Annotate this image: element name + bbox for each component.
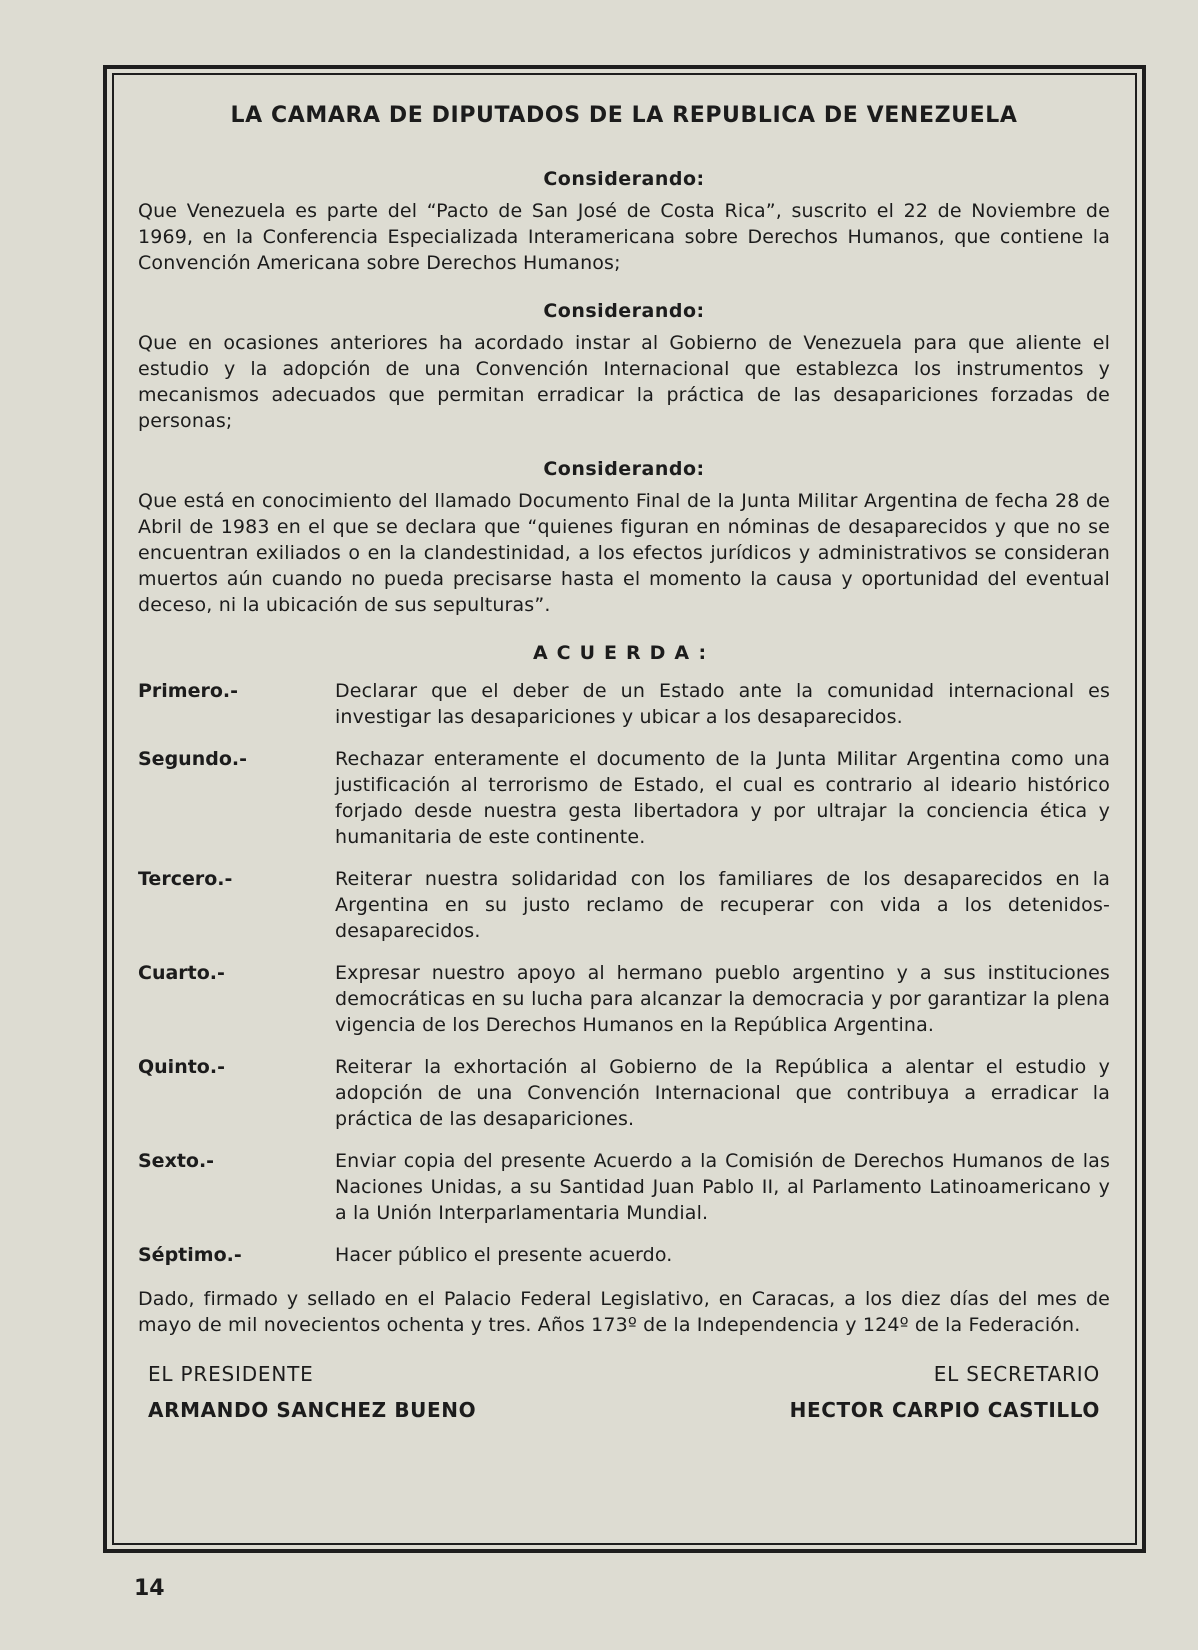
article-text: Reiterar nuestra solidaridad con los familiares de los desaparecidos en la Argentina en su justo reclamo de recuperar con vida a los detenidos-desaparecidos. [335,868,1110,942]
article-text: Rechazar enteramente el documento de la Junta Militar Argentina como una justificación al terrorismo de Estado, el cual es contrario al ideario histórico forjado desde nuestra gesta libertadora y por ultrajar la conciencia ética y humanitaria de este continente. [335,748,1110,848]
article-label: Sexto.- [138,1150,215,1172]
article-item [138,746,1110,850]
article-text: Reiterar la exhortación al Gobierno de la República a alentar el estudio y adopción de una Convención Internacional que contribuya a erradicar la práctica de las desapariciones. [335,1056,1110,1130]
article-item [138,1148,1110,1226]
article-label: Cuarto.- [138,962,225,984]
considerando-heading-3: Considerando: [543,458,705,480]
considerando-paragraph-1: Que Venezuela es parte del “Pacto de San José de Costa Rica”, suscrito el 22 de Noviembre de 1969, en la Conferencia Especializada Interamericana sobre Derechos Humanos, que contiene la Convención Americana sobre Derechos Humanos; [138,200,1110,274]
article-item [138,866,1110,944]
article-item [138,678,1110,730]
article-item [138,1242,1110,1268]
considerando-heading-1: Considerando: [543,168,705,190]
signature-roles [138,1362,1110,1386]
article-text: Expresar nuestro apoyo al hermano pueblo argentino y a sus instituciones democráticas en su lucha para alcanzar la democracia y por garantizar la plena vigencia de los Derechos Humanos en la República Argentina. [335,962,1110,1036]
article-text: Enviar copia del presente Acuerdo a la Comisión de Derechos Humanos de las Naciones Unidas, a su Santidad Juan Pablo II, al Parlamento Latinoamericano y a la Unión Interparlamentaria Mundial. [335,1150,1110,1224]
secretary-name: HECTOR CARPIO CASTILLO [789,1398,1100,1422]
document-content [138,103,1110,1422]
president-name: ARMANDO SANCHEZ BUENO [148,1398,477,1422]
acuerda-heading: ACUERDA: [532,642,716,664]
article-label: Quinto.- [138,1056,225,1078]
article-text: Declarar que el deber de un Estado ante la comunidad internacional es investigar las desapariciones y ubicar a los desaparecidos. [335,680,1110,728]
article-label: Segundo.- [138,748,247,770]
article-label: Séptimo.- [138,1244,242,1266]
article-label: Tercero.- [138,868,233,890]
article-item [138,1054,1110,1132]
closing-paragraph: Dado, firmado y sellado en el Palacio Federal Legislativo, en Caracas, a los diez días del mes de mayo de mil novecientos ochenta y tres. Años 173º de la Independencia y 124º de la Federación. [138,1288,1110,1336]
signature-names [138,1398,1110,1422]
considerando-paragraph-3: Que está en conocimiento del llamado Documento Final de la Junta Militar Argentina de fecha 28 de Abril de 1983 en el que se declara que “quienes figuran en nóminas de desaparecidos y que no se encuentran exiliados o en la clandestinidad, a los efectos jurídicos y administrativos se consideran muertos aún cuando no pueda precisarse hasta el momento la causa y oportunidad del eventual deceso, ni la ubicación de sus sepulturas”. [138,490,1110,616]
considerando-paragraph-2: Que en ocasiones anteriores ha acordado instar al Gobierno de Venezuela para que aliente el estudio y la adopción de una Convención Internacional que establezca los instrumentos y mecanismos adecuados que permitan erradicar la práctica de las desapariciones forzadas de personas; [138,332,1110,432]
page-number: 14 [134,1576,165,1601]
considerando-heading-2: Considerando: [543,300,705,322]
article-item [138,960,1110,1038]
article-label: Primero.- [138,680,239,702]
article-text: Hacer público el presente acuerdo. [335,1244,673,1266]
president-role: EL PRESIDENTE [148,1362,314,1386]
secretary-role: EL SECRETARIO [933,1362,1100,1386]
document-title: LA CAMARA DE DIPUTADOS DE LA REPUBLICA DE VENEZUELA [230,103,1018,128]
